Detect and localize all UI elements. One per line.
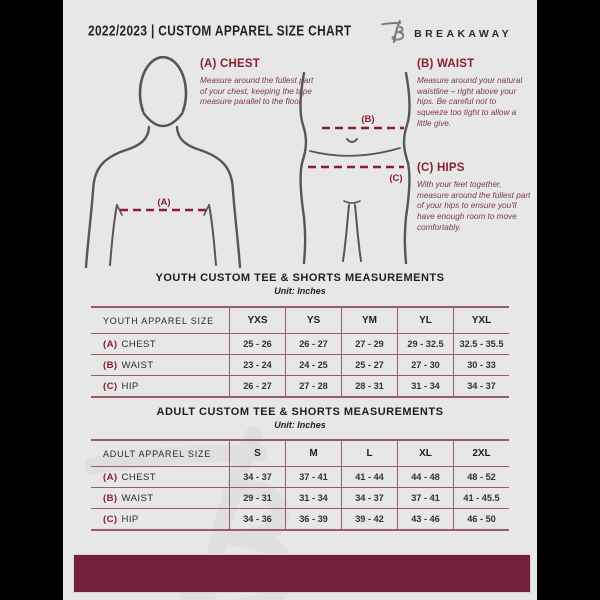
table-row	[91, 487, 509, 508]
adult-size-table	[91, 439, 509, 531]
measure-value: 39 - 42	[341, 509, 397, 529]
measure-letter: (B)	[103, 359, 118, 371]
waist-instruction-heading: (B) WAIST	[417, 58, 475, 70]
youth-section-header	[63, 272, 537, 296]
size-column-header: YS	[285, 308, 341, 333]
measure-label	[91, 509, 229, 529]
measure-label	[91, 355, 229, 375]
measure-value: 31 - 34	[397, 376, 453, 396]
size-label-header: YOUTH APPAREL SIZE	[103, 315, 214, 326]
measure-value: 37 - 41	[285, 467, 341, 487]
measure-value: 34 - 37	[341, 488, 397, 508]
size-column-header: YXS	[229, 308, 285, 333]
measure-value: 24 - 25	[285, 355, 341, 375]
size-column-header: XL	[397, 441, 453, 466]
brand-name: BREAKAWAY	[414, 28, 512, 40]
youth-table-unit: Unit: Inches	[274, 286, 326, 296]
measure-name: HIP	[121, 380, 139, 392]
table-row	[91, 334, 509, 354]
measure-value: 27 - 30	[397, 355, 453, 375]
youth-table-title: YOUTH CUSTOM TEE & SHORTS MEASUREMENTS	[155, 272, 445, 284]
brand-lockup	[380, 18, 512, 50]
measure-value: 37 - 41	[397, 488, 453, 508]
chest-line-label: (A)	[157, 197, 171, 208]
size-column-header: 2XL	[453, 441, 509, 466]
waist-instruction-body: Measure around your natural waistline – right above your hips. Be careful not to squeeze too tight to allow a little give.	[417, 76, 523, 128]
table-row	[91, 467, 509, 487]
measure-letter: (C)	[103, 513, 118, 525]
waist-line-label: (B)	[361, 114, 375, 125]
measure-value: 34 - 37	[229, 467, 285, 487]
measure-value: 28 - 31	[341, 376, 397, 396]
size-column-header: YL	[397, 308, 453, 333]
measure-value: 27 - 29	[341, 334, 397, 354]
hips-line-label: (C)	[389, 173, 403, 184]
measure-value: 26 - 27	[285, 334, 341, 354]
hips-instruction	[417, 162, 535, 233]
measure-value: 26 - 27	[229, 376, 285, 396]
table-row	[91, 508, 509, 529]
measure-letter: (C)	[103, 380, 118, 392]
measure-value: 34 - 36	[229, 509, 285, 529]
measure-value: 29 - 32.5	[397, 334, 453, 354]
table-header-row	[91, 306, 509, 334]
table-row	[91, 354, 509, 375]
adult-table-unit: Unit: Inches	[274, 420, 326, 430]
table-header-row	[91, 439, 509, 467]
measure-value: 44 - 48	[397, 467, 453, 487]
measure-name: HIP	[121, 513, 139, 525]
youth-size-table	[91, 306, 509, 398]
measure-value: 43 - 46	[397, 509, 453, 529]
chest-instruction-heading: (A) CHEST	[200, 58, 260, 70]
measure-value: 25 - 26	[229, 334, 285, 354]
measure-name: WAIST	[121, 359, 154, 371]
size-column-header: S	[229, 441, 285, 466]
measure-label	[91, 334, 229, 354]
measure-value: 31 - 34	[285, 488, 341, 508]
document-header	[63, 18, 537, 48]
hips-instruction-body: With your feet together, measure around the fullest part of your hips to ensure you'll have enough room to move comfortably.	[417, 180, 531, 232]
chest-instruction	[200, 58, 318, 108]
hips-instruction-heading: (C) HIPS	[417, 162, 465, 174]
measure-value: 41 - 44	[341, 467, 397, 487]
measure-value: 30 - 33	[453, 355, 509, 375]
footer-accent-bar	[73, 554, 531, 593]
measure-value: 48 - 52	[453, 467, 509, 487]
measure-value: 27 - 28	[285, 376, 341, 396]
measure-label	[91, 376, 229, 396]
measure-value: 29 - 31	[229, 488, 285, 508]
measure-value: 46 - 50	[453, 509, 509, 529]
measure-value: 32.5 - 35.5	[453, 334, 509, 354]
size-chart-document	[63, 0, 537, 600]
size-column-header: M	[285, 441, 341, 466]
measure-letter: (A)	[103, 471, 118, 483]
breakaway-logo-icon	[380, 18, 407, 50]
size-label-header: ADULT APPAREL SIZE	[103, 448, 212, 459]
page-title: 2022/2023 | CUSTOM APPAREL SIZE CHART	[88, 22, 352, 39]
size-column-header: YXL	[453, 308, 509, 333]
measure-value: 41 - 45.5	[453, 488, 509, 508]
table-row	[91, 375, 509, 396]
measure-value: 25 - 27	[341, 355, 397, 375]
measure-letter: (A)	[103, 338, 118, 350]
adult-section-header	[63, 406, 537, 430]
measure-name: CHEST	[121, 338, 157, 350]
size-column-header: L	[341, 441, 397, 466]
measure-name: WAIST	[121, 492, 154, 504]
measure-value: 34 - 37	[453, 376, 509, 396]
measure-value: 36 - 39	[285, 509, 341, 529]
measure-name: CHEST	[121, 471, 157, 483]
measure-letter: (B)	[103, 492, 118, 504]
measure-label	[91, 488, 229, 508]
adult-table-title: ADULT CUSTOM TEE & SHORTS MEASUREMENTS	[156, 406, 444, 418]
measure-label	[91, 467, 229, 487]
chest-instruction-body: Measure around the fullest part of your chest, keeping the tape measure parallel to the floor	[200, 76, 314, 107]
waist-instruction	[417, 58, 529, 129]
size-column-header: YM	[341, 308, 397, 333]
measure-value: 23 - 24	[229, 355, 285, 375]
